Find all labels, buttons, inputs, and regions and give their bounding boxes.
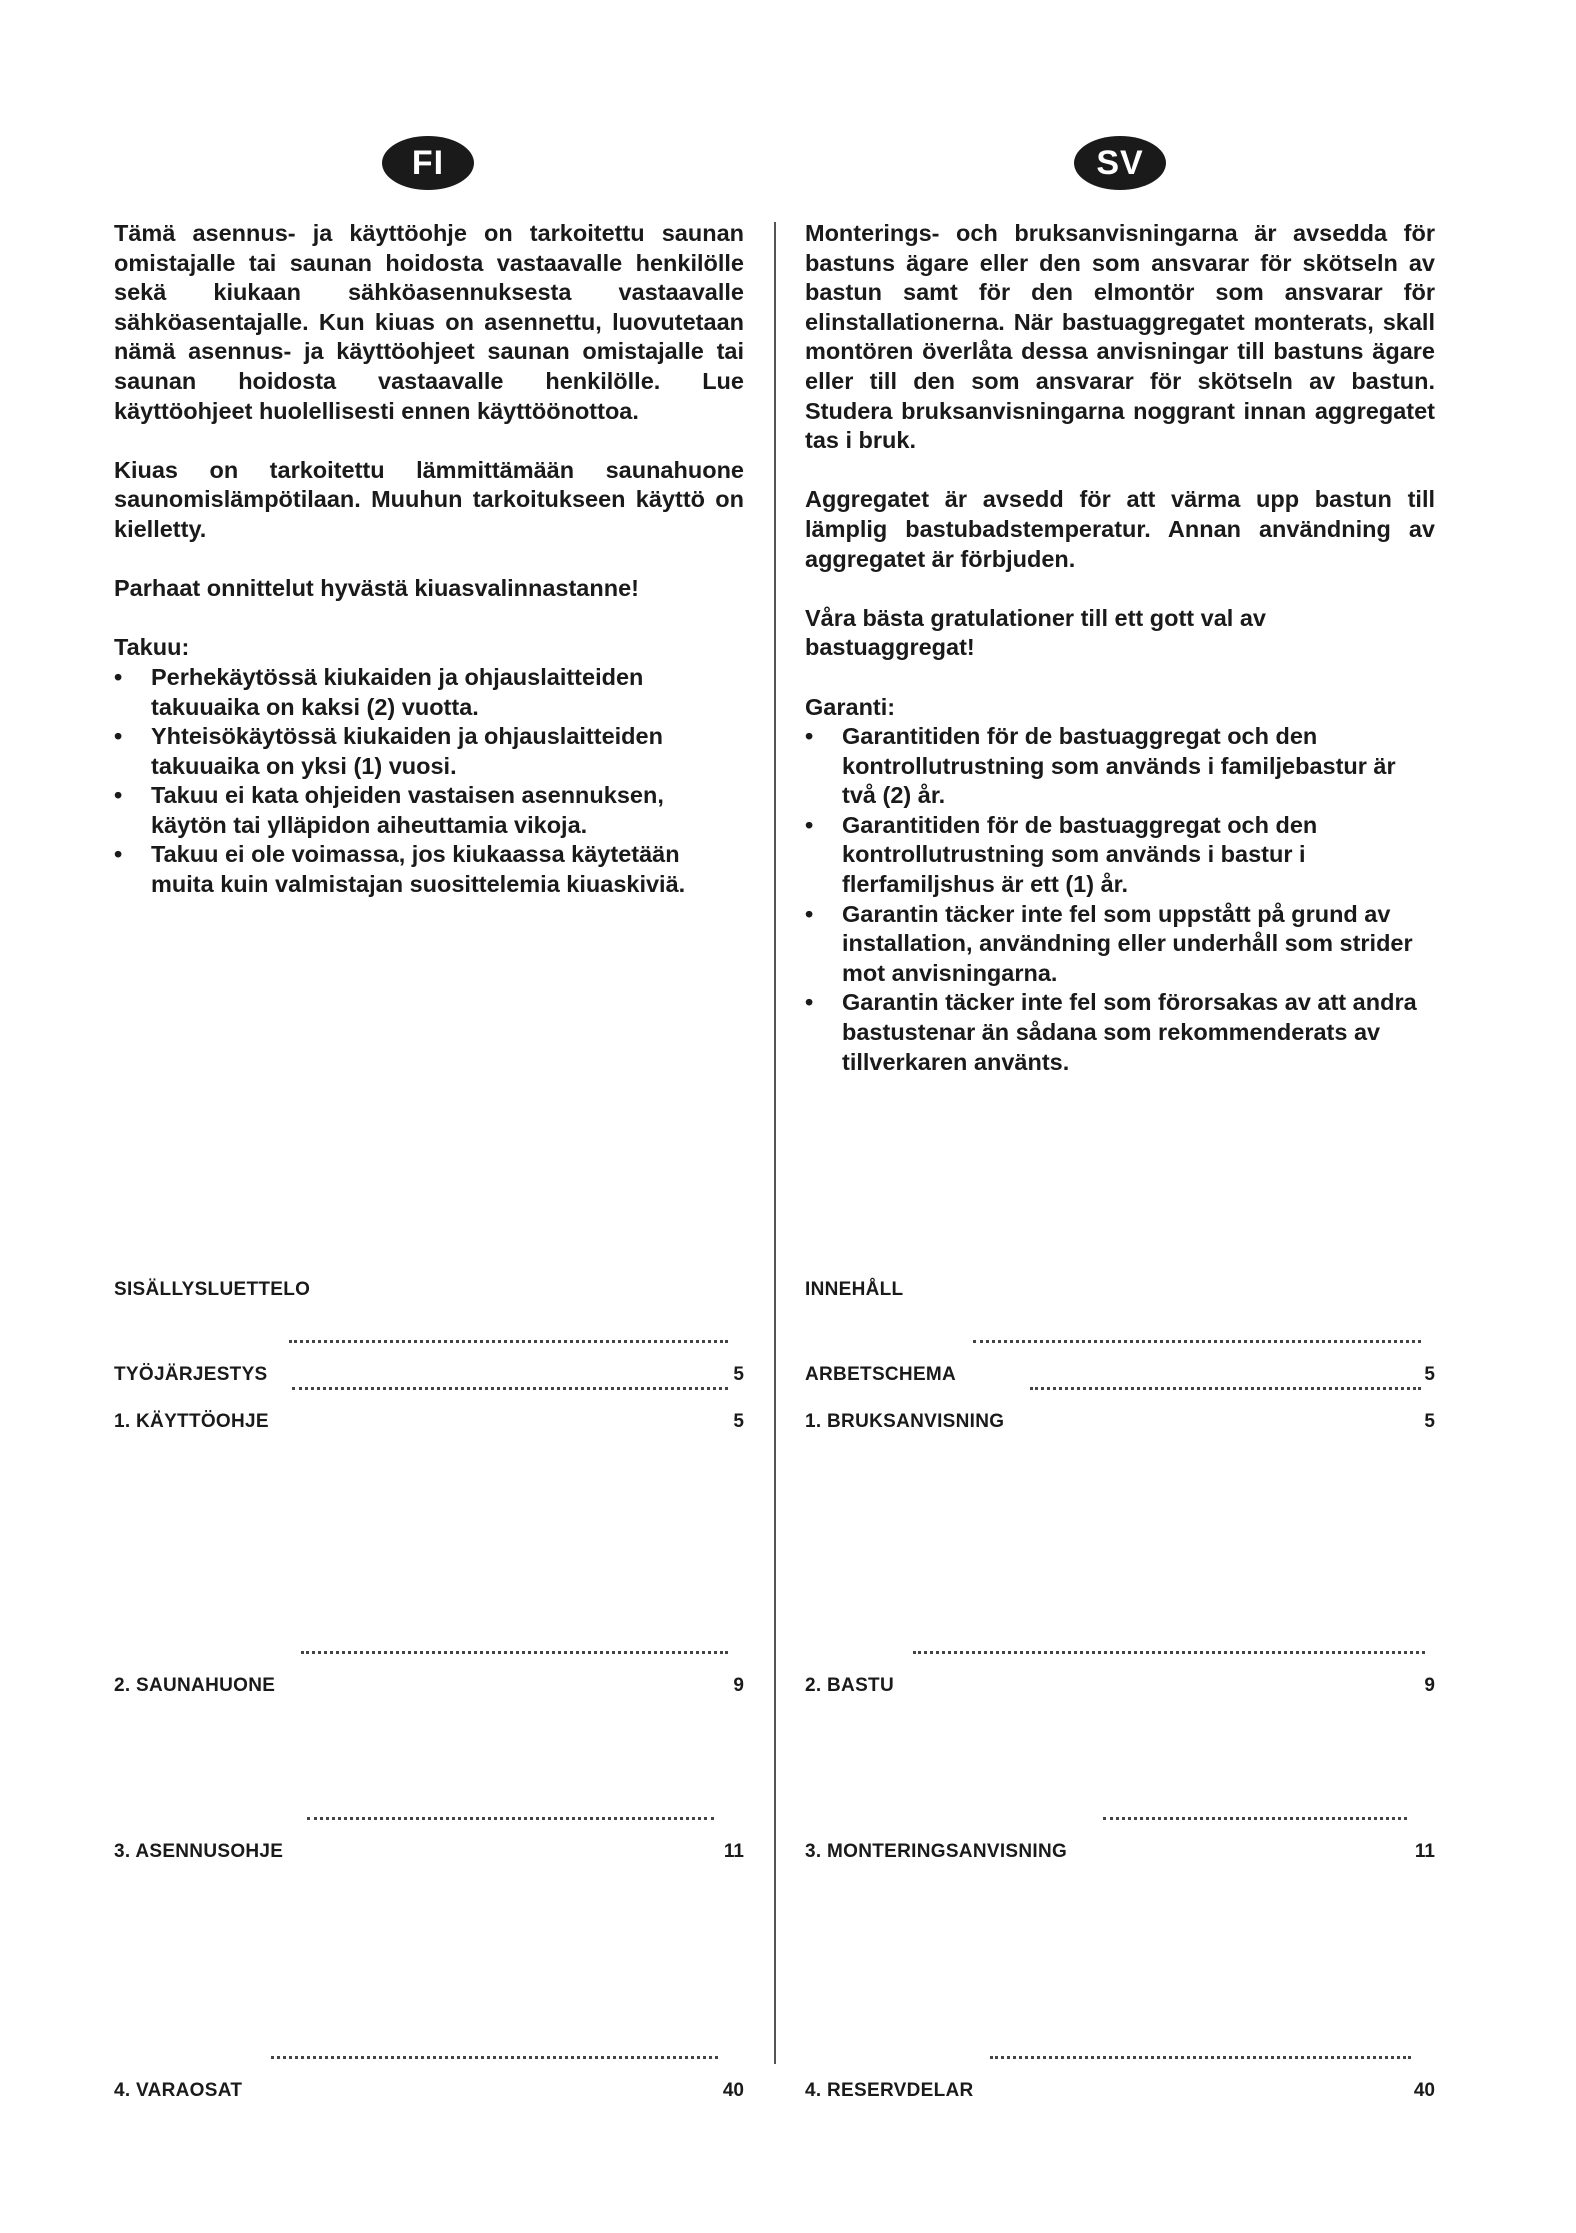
- fi-toc-entry[interactable]: [114, 2046, 744, 2102]
- toc-page-number: 5: [1424, 1411, 1435, 1432]
- leader-dots: [271, 2046, 718, 2059]
- sv-toc-entry[interactable]: [805, 2046, 1435, 2102]
- leader-dots: [990, 2046, 1411, 2059]
- fi-congrats-paragraph: Parhaat onnittelut hyvästä kiuasvalinnastanne!: [114, 575, 639, 602]
- sv-warranty-list: [805, 722, 1435, 1077]
- toc-page-number: 40: [1413, 2080, 1435, 2101]
- leader-dots: [913, 1641, 1425, 1654]
- fi-toc-entry[interactable]: [114, 1377, 744, 1433]
- sv-warranty-item: • Garantin täcker inte fel som förorsakas av att andra bastustenar än sådana som rekommenderats av tillverkaren använts.: [805, 988, 1435, 1077]
- sv-warranty-item: • Garantin täcker inte fel som uppstått på grund av installation, användning eller underhåll som strider mot anvisningarna.: [805, 900, 1435, 989]
- leader-dots: [973, 1330, 1421, 1343]
- sv-warranty-item: • Garantitiden för de bastuaggregat och den kontrollutrustning som används i bastur i flerfamiljshus är ett (1) år.: [805, 811, 1435, 900]
- toc-label: ARBETSCHEMA: [805, 1364, 957, 1385]
- column-divider: [774, 222, 776, 2064]
- toc-page-number: 5: [733, 1364, 744, 1385]
- toc-label: 1. KÄYTTÖOHJE: [114, 1411, 269, 1432]
- toc-label: 4. VARAOSAT: [114, 2080, 243, 2101]
- toc-page-number: 9: [1424, 1675, 1435, 1696]
- language-badge-fi: FI: [382, 136, 474, 190]
- fi-purpose-paragraph: Kiuas on tarkoitettu lämmittämään saunahuone saunomislämpötilaan. Muuhun tarkoitukseen käyttö on kielletty.: [114, 456, 744, 542]
- fi-intro-paragraph: Tämä asennus- ja käyttöohje on tarkoitettu saunan omistajalle tai saunan hoidosta vastaavalle henkilölle sekä kiukaan sähköasennuksesta vastaavalle sähköasentajalle. Kun kiuas on asennettu, luovutetaan nämä asennus- ja käyttöohjeet saunan omistajalle tai saunan hoidosta vastaavalle henkilölle. Lue käyttöohjeet huolellisesti ennen käyttöönottoa.: [114, 220, 744, 424]
- sv-congrats-paragraph: Våra bästa gratulationer till ett gott val av bastuaggregat!: [805, 604, 1266, 661]
- fi-warranty-item: • Takuu ei kata ohjeiden vastaisen asennuksen, käytön tai ylläpidon aiheuttamia vikoja.: [114, 781, 744, 840]
- fi-toc-title: SISÄLLYSLUETTELO: [114, 1279, 311, 1300]
- toc-page-number: 11: [1414, 1841, 1435, 1862]
- fi-warranty-item: • Perhekäytössä kiukaiden ja ohjauslaitteiden takuuaika on kaksi (2) vuotta.: [114, 663, 744, 722]
- sv-toc-title: INNEHÅLL: [805, 1279, 904, 1300]
- sv-intro-paragraph: Monterings- och bruksanvisningarna är avsedda för bastuns ägare eller den som ansvarar för skötseln av bastun samt för den elmontör som ansvarar för elinstallationerna. När bastuaggregatet monterats, skall montören överlåta dessa anvisningar till bastuns ägare eller till den som ansvarar för skötseln av bastun. Studera bruksanvisningarna noggrant innan aggregatet tas i bruk.: [805, 220, 1435, 454]
- leader-dots: [307, 1807, 714, 1820]
- fi-toc-entry[interactable]: [114, 1641, 744, 1697]
- toc-page-number: 11: [723, 1841, 744, 1862]
- leader-dots: [1030, 1377, 1421, 1390]
- sv-toc-entry[interactable]: [805, 1377, 1435, 1433]
- swedish-column: [805, 219, 1435, 1077]
- toc-page-number: 5: [1424, 1364, 1435, 1385]
- fi-toc-entry[interactable]: [114, 1807, 744, 1863]
- sv-purpose-paragraph: Aggregatet är avsedd för att värma upp bastun till lämplig bastubadstemperatur. Annan användning av aggregatet är förbjuden.: [805, 486, 1435, 572]
- toc-label: 3. ASENNUSOHJE: [114, 1841, 284, 1862]
- finnish-column: [114, 219, 744, 900]
- toc-label: TYÖJÄRJESTYS: [114, 1364, 268, 1385]
- toc-label: 3. MONTERINGSANVISNING: [805, 1841, 1068, 1862]
- fi-warranty-item: • Takuu ei ole voimassa, jos kiukaassa käytetään muita kuin valmistajan suosittelemia kiuaskiviä.: [114, 840, 744, 899]
- toc-label: 2. BASTU: [805, 1675, 894, 1696]
- fi-warranty-item: • Yhteisökäytössä kiukaiden ja ohjauslaitteiden takuuaika on yksi (1) vuosi.: [114, 722, 744, 781]
- leader-dots: [289, 1330, 728, 1343]
- toc-page-number: 5: [733, 1411, 744, 1432]
- toc-label: 4. RESERVDELAR: [805, 2080, 974, 2101]
- fi-warranty-list: [114, 663, 744, 900]
- fi-warranty-heading: Takuu:: [114, 634, 190, 661]
- sv-warranty-heading: Garanti:: [805, 693, 896, 720]
- leader-dots: [301, 1641, 728, 1654]
- toc-page-number: 40: [722, 2080, 744, 2101]
- toc-label: 2. SAUNAHUONE: [114, 1675, 276, 1696]
- leader-dots: [1103, 1807, 1407, 1820]
- sv-warranty-item: • Garantitiden för de bastuaggregat och den kontrollutrustning som används i familjebastur är två (2) år.: [805, 722, 1435, 811]
- sv-toc-entry[interactable]: [805, 1807, 1435, 1863]
- toc-page-number: 9: [733, 1675, 744, 1696]
- sv-toc-entry[interactable]: [805, 1641, 1435, 1697]
- leader-dots: [292, 1377, 728, 1390]
- toc-label: 1. BRUKSANVISNING: [805, 1411, 1005, 1432]
- language-badge-sv: SV: [1074, 136, 1166, 190]
